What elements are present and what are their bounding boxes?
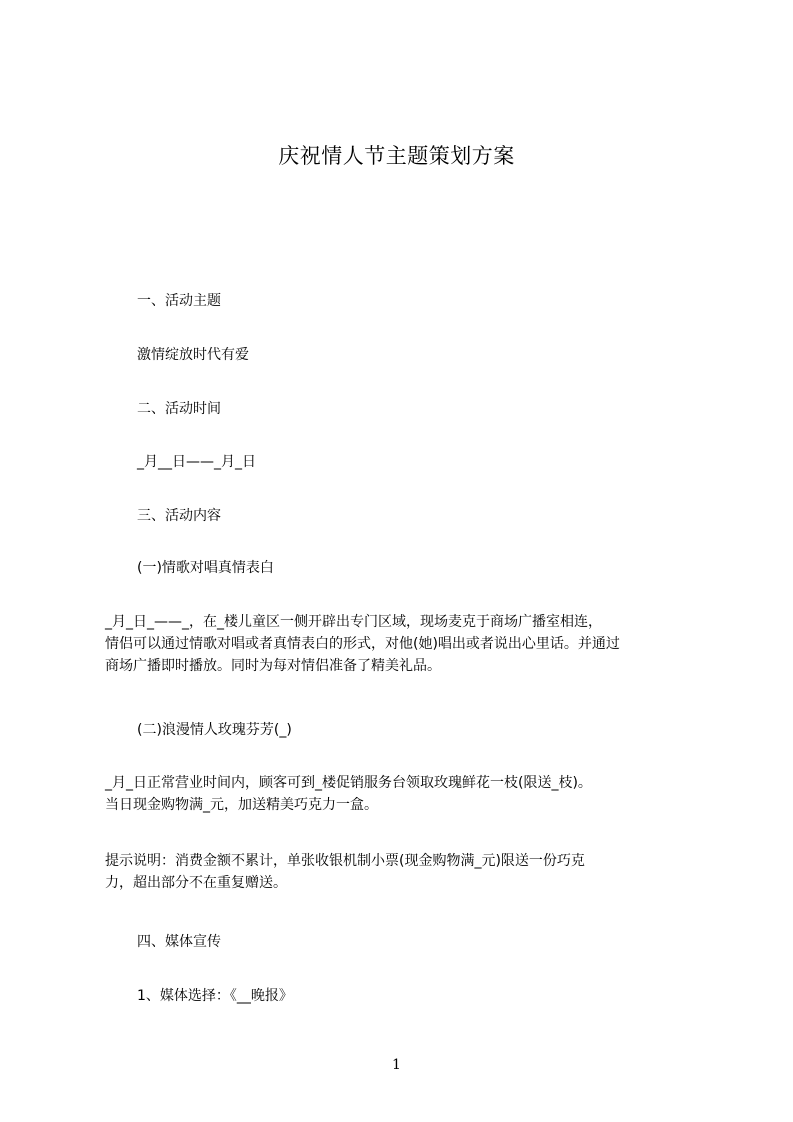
paragraph-rose [105, 772, 701, 816]
section-heading-content: 三、活动内容 [137, 508, 221, 524]
document-title: 庆祝情人节主题策划方案 [278, 144, 515, 168]
paragraph-line: _月_日正常营业时间内，顾客可到_楼促销服务台领取玫瑰鲜花一枝(限送_枝)。 [105, 775, 592, 791]
paragraph-line: 商场广播即时播放。同时为每对情侣准备了精美礼品。 [105, 658, 441, 674]
theme-text: 激情绽放时代有爱 [137, 347, 249, 363]
paragraph-line: _月_日_——_，在_楼儿童区一侧开辟出专门区域，现场麦克于商场广播室相连， [105, 614, 602, 630]
time-text: _月__日——_月_日 [137, 454, 256, 470]
subsection-heading-rose: (二)浪漫情人玫瑰芬芳(_) [137, 722, 292, 738]
page-number: 1 [392, 1057, 401, 1073]
paragraph-line: 提示说明：消费金额不累计，单张收银机制小票(现金购物满_元)限送一份巧克 [105, 853, 585, 869]
media-item-1: 1、媒体选择：《__晚报》 [137, 988, 293, 1004]
paragraph-duet [105, 611, 701, 677]
paragraph-line: 当日现金购物满_元，加送精美巧克力一盒。 [105, 797, 378, 813]
paragraph-notice [105, 850, 701, 894]
section-heading-theme: 一、活动主题 [137, 293, 221, 309]
section-heading-media: 四、媒体宣传 [137, 934, 221, 950]
paragraph-line: 力，超出部分不在重复赠送。 [105, 875, 287, 891]
section-heading-time: 二、活动时间 [137, 401, 221, 417]
subsection-heading-duet: (一)情歌对唱真情表白 [137, 560, 274, 576]
paragraph-line: 情侣可以通过情歌对唱或者真情表白的形式，对他(她)唱出或者说出心里话。并通过 [105, 636, 620, 652]
